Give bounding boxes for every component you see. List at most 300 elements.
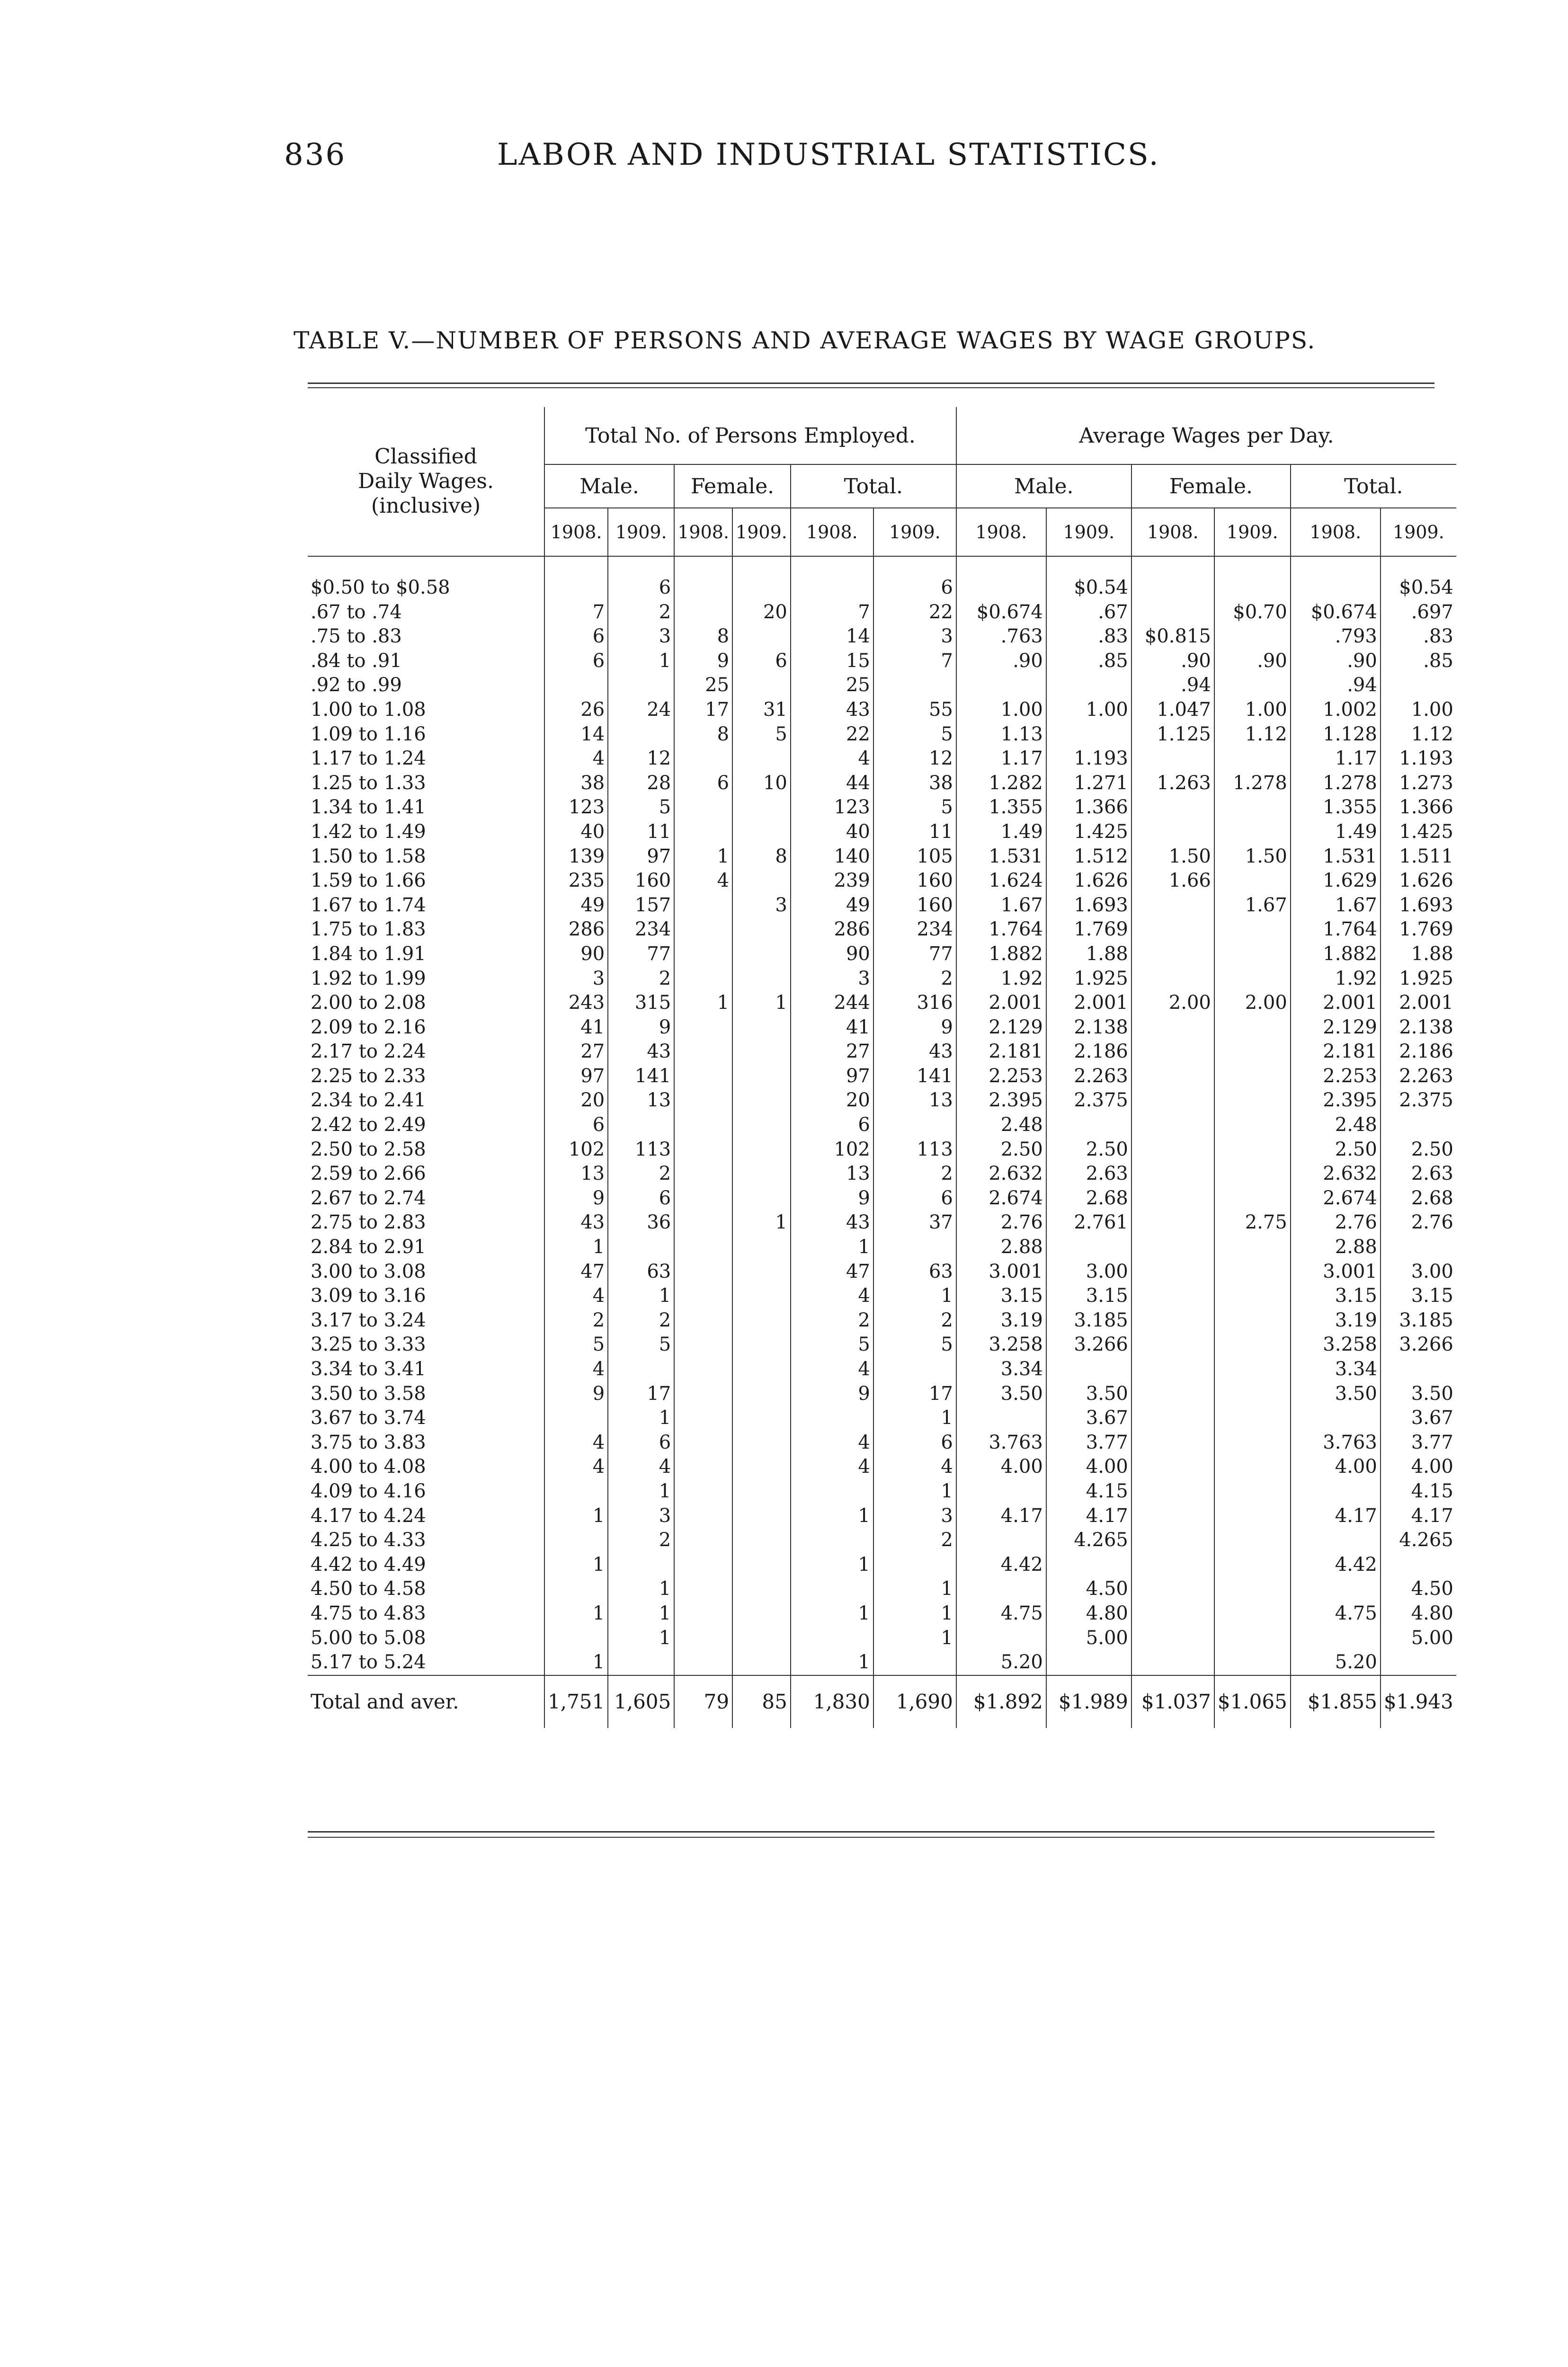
value-cell-am09: 4.50 [1046, 1577, 1131, 1602]
value-cell-af08 [1131, 1455, 1214, 1479]
value-cell-m08: 9 [544, 1186, 608, 1211]
value-cell-at09: 2.138 [1381, 1015, 1456, 1040]
value-cell-t09: 113 [873, 1138, 956, 1162]
value-cell-m09 [608, 1650, 674, 1675]
value-cell-am08: 3.50 [956, 1382, 1046, 1406]
value-cell-t09: 3 [873, 1504, 956, 1529]
value-cell-m08 [544, 576, 608, 600]
value-cell-af08 [1131, 1528, 1214, 1553]
persons-total-header: Total. [791, 464, 956, 508]
value-cell-m09: 2 [608, 1308, 674, 1333]
value-cell-am08: 1.17 [956, 747, 1046, 771]
value-cell-m08: 4 [544, 1357, 608, 1382]
value-cell-af09: 1.67 [1214, 893, 1291, 918]
value-cell-t08: 102 [791, 1138, 873, 1162]
value-cell-am09: 1.366 [1046, 795, 1131, 820]
value-cell-am08: 1.764 [956, 917, 1046, 942]
value-cell-at09: 4.80 [1381, 1602, 1456, 1626]
value-cell-af08 [1131, 1186, 1214, 1211]
value-cell-am09: 1.271 [1046, 771, 1131, 796]
value-cell-m08: 1 [544, 1504, 608, 1529]
wage-range-cell: 1.50 to 1.58 [311, 845, 426, 867]
bottom-double-rule-2 [308, 1837, 1434, 1838]
value-cell-at09: 1.425 [1381, 820, 1456, 845]
value-cell-at08: 1.355 [1291, 795, 1381, 820]
value-cell-f08: 4 [674, 869, 732, 893]
value-cell-at08: .90 [1291, 649, 1381, 674]
year-header: 1908. [1291, 508, 1381, 556]
value-cell-m08: 286 [544, 917, 608, 942]
value-cell-t08: 9 [791, 1382, 873, 1406]
value-cell-f08 [674, 600, 732, 625]
value-cell-t08: 43 [791, 698, 873, 722]
value-cell-af08 [1131, 1284, 1214, 1308]
wages-male-header: Male. [956, 464, 1131, 508]
table-row [308, 673, 1456, 698]
value-cell-f09 [732, 1064, 791, 1089]
value-cell-m08 [544, 1406, 608, 1431]
value-cell-af09 [1214, 1528, 1291, 1553]
value-cell-m09 [608, 673, 674, 698]
value-cell-af08 [1131, 1626, 1214, 1651]
value-cell-m09: 1 [608, 1577, 674, 1602]
value-cell-m08: 49 [544, 893, 608, 918]
value-cell-at08: 1.764 [1291, 917, 1381, 942]
value-cell-af08: .94 [1131, 673, 1214, 698]
value-cell-af08 [1131, 1431, 1214, 1455]
value-cell-t08: 4 [791, 1455, 873, 1479]
value-cell-am09: 2.68 [1046, 1186, 1131, 1211]
wage-range-cell: 2.75 to 2.83 [311, 1211, 426, 1234]
value-cell-f09 [732, 1626, 791, 1651]
value-cell-m08: 90 [544, 942, 608, 967]
value-cell-am08: 2.76 [956, 1210, 1046, 1235]
value-cell-m08: 4 [544, 747, 608, 771]
year-header: 1908. [544, 508, 608, 556]
value-cell-af08 [1131, 1138, 1214, 1162]
table-row [308, 1553, 1456, 1577]
table-row [308, 1333, 1456, 1357]
value-cell-f09 [732, 1455, 791, 1479]
table-row [308, 1382, 1456, 1406]
value-cell-f08: 9 [674, 649, 732, 674]
value-cell-at08 [1291, 1626, 1381, 1651]
value-cell-am08: 2.674 [956, 1186, 1046, 1211]
table-row [308, 747, 1456, 771]
value-cell-at09 [1381, 1553, 1456, 1577]
value-cell-m09: 2 [608, 1162, 674, 1186]
value-cell-t09 [873, 1235, 956, 1260]
value-cell-m08: 2 [544, 1308, 608, 1333]
value-cell-t08: 286 [791, 917, 873, 942]
value-cell-at08: .793 [1291, 624, 1381, 649]
value-cell-at08: 3.001 [1291, 1260, 1381, 1284]
value-cell-am09: 3.00 [1046, 1260, 1131, 1284]
value-cell-t08: 1 [791, 1504, 873, 1529]
value-cell-af08 [1131, 1553, 1214, 1577]
value-cell-f08 [674, 1357, 732, 1382]
value-cell-am09 [1046, 1357, 1131, 1382]
table-row [308, 1577, 1456, 1602]
value-cell-m08: 9 [544, 1382, 608, 1406]
value-cell-at09: 2.186 [1381, 1040, 1456, 1064]
value-cell-t08 [791, 1626, 873, 1651]
table-row [308, 1284, 1456, 1308]
value-cell-at09: 2.001 [1381, 991, 1456, 1015]
value-cell-t09: 38 [873, 771, 956, 796]
value-cell-at09: .83 [1381, 624, 1456, 649]
value-cell-at08: 1.67 [1291, 893, 1381, 918]
value-cell-am08: 2.129 [956, 1015, 1046, 1040]
value-cell-af08 [1131, 1088, 1214, 1113]
value-cell-t09: 2 [873, 1162, 956, 1186]
value-cell-m09: 6 [608, 576, 674, 600]
value-cell-at09: 4.17 [1381, 1504, 1456, 1529]
table-row [308, 1138, 1456, 1162]
value-cell-f08 [674, 576, 732, 600]
value-cell-af09 [1214, 1626, 1291, 1651]
value-cell-af08 [1131, 820, 1214, 845]
value-cell-af09 [1214, 673, 1291, 698]
value-cell-am08: 5.20 [956, 1650, 1046, 1675]
value-cell-t08: 20 [791, 1088, 873, 1113]
value-cell-t09: 43 [873, 1040, 956, 1064]
value-cell-f08 [674, 1382, 732, 1406]
avg-male-1909: $1.989 [1046, 1675, 1131, 1728]
top-double-rule-1 [308, 383, 1434, 384]
value-cell-am09: 1.693 [1046, 893, 1131, 918]
value-cell-af09 [1214, 820, 1291, 845]
value-cell-t09: 9 [873, 1015, 956, 1040]
value-cell-f09 [732, 1406, 791, 1431]
table-row [308, 1626, 1456, 1651]
value-cell-m09: 160 [608, 869, 674, 893]
value-cell-f09 [732, 624, 791, 649]
avg-total-1908: $1.855 [1291, 1675, 1381, 1728]
year-header: 1908. [791, 508, 873, 556]
value-cell-at08 [1291, 1479, 1381, 1504]
value-cell-t09 [873, 1650, 956, 1675]
value-cell-m09: 36 [608, 1210, 674, 1235]
value-cell-af09 [1214, 1553, 1291, 1577]
value-cell-m09: 5 [608, 1333, 674, 1357]
value-cell-t08: 90 [791, 942, 873, 967]
value-cell-m09: 1 [608, 1602, 674, 1626]
wage-range-cell: 4.00 to 4.08 [311, 1456, 426, 1478]
value-cell-f08 [674, 795, 732, 820]
wage-range-cell: 2.25 to 2.33 [311, 1065, 426, 1087]
value-cell-am09 [1046, 673, 1131, 698]
value-cell-am09: 2.50 [1046, 1138, 1131, 1162]
value-cell-t08: 7 [791, 600, 873, 625]
value-cell-f09: 5 [732, 722, 791, 747]
wage-range-cell: .67 to .74 [311, 601, 402, 623]
value-cell-m08 [544, 1577, 608, 1602]
value-cell-f08 [674, 1040, 732, 1064]
value-cell-t09: 1 [873, 1479, 956, 1504]
value-cell-f09 [732, 1088, 791, 1113]
value-cell-af09: 2.00 [1214, 991, 1291, 1015]
wage-range-cell: 2.84 to 2.91 [311, 1236, 426, 1258]
value-cell-at09 [1381, 673, 1456, 698]
table-row [308, 967, 1456, 991]
value-cell-m09: 77 [608, 942, 674, 967]
value-cell-f08 [674, 1138, 732, 1162]
value-cell-f09 [732, 1382, 791, 1406]
value-cell-f09 [732, 820, 791, 845]
value-cell-m08: 4 [544, 1455, 608, 1479]
value-cell-t08: 123 [791, 795, 873, 820]
value-cell-m09: 13 [608, 1088, 674, 1113]
table-row [308, 1479, 1456, 1504]
value-cell-t08: 2 [791, 1308, 873, 1333]
value-cell-am09 [1046, 1113, 1131, 1138]
value-cell-m08: 97 [544, 1064, 608, 1089]
avg-male-1908: $1.892 [956, 1675, 1046, 1728]
value-cell-t09: 22 [873, 600, 956, 625]
table-row [308, 624, 1456, 649]
table-row [308, 1113, 1456, 1138]
table-row [308, 820, 1456, 845]
value-cell-am08: 1.882 [956, 942, 1046, 967]
value-cell-f08 [674, 1210, 732, 1235]
table-row [308, 1504, 1456, 1529]
value-cell-at09: 1.00 [1381, 698, 1456, 722]
value-cell-am08 [956, 576, 1046, 600]
value-cell-m09: 2 [608, 1528, 674, 1553]
value-cell-at09: 1.626 [1381, 869, 1456, 893]
table-row [308, 1357, 1456, 1382]
persons-female-header: Female. [674, 464, 791, 508]
value-cell-am09 [1046, 1235, 1131, 1260]
year-header: 1908. [674, 508, 732, 556]
totals-row [308, 1675, 1456, 1728]
table-title: TABLE V.—NUMBER OF PERSONS AND AVERAGE WAGES BY WAGE GROUPS. [294, 327, 1316, 354]
value-cell-m08: 14 [544, 722, 608, 747]
value-cell-am09: 2.138 [1046, 1015, 1131, 1040]
value-cell-af09 [1214, 869, 1291, 893]
value-cell-af09 [1214, 1479, 1291, 1504]
value-cell-t08: 40 [791, 820, 873, 845]
value-cell-f08: 6 [674, 771, 732, 796]
value-cell-at09: 5.00 [1381, 1626, 1456, 1651]
wage-range-cell: 1.00 to 1.08 [311, 698, 426, 721]
value-cell-t08: 4 [791, 1357, 873, 1382]
value-cell-m08: 102 [544, 1138, 608, 1162]
value-cell-at09: 1.88 [1381, 942, 1456, 967]
value-cell-af09 [1214, 1186, 1291, 1211]
value-cell-at08: $0.674 [1291, 600, 1381, 625]
value-cell-t08: 140 [791, 845, 873, 869]
value-cell-f09: 3 [732, 893, 791, 918]
value-cell-at08: 4.00 [1291, 1455, 1381, 1479]
wage-range-cell: 1.09 to 1.16 [311, 723, 426, 745]
persons-employed-header: Total No. of Persons Employed. [544, 407, 956, 464]
table-row [308, 1602, 1456, 1626]
table-row [308, 771, 1456, 796]
value-cell-m09: 24 [608, 698, 674, 722]
value-cell-af09 [1214, 1015, 1291, 1040]
value-cell-f08 [674, 1431, 732, 1455]
table-row [308, 576, 1456, 600]
wage-range-cell: 2.50 to 2.58 [311, 1138, 426, 1160]
value-cell-m08: 47 [544, 1260, 608, 1284]
value-cell-am08: 2.001 [956, 991, 1046, 1015]
value-cell-af09 [1214, 747, 1291, 771]
value-cell-at09: .85 [1381, 649, 1456, 674]
value-cell-at08: 2.50 [1291, 1138, 1381, 1162]
value-cell-m08: 40 [544, 820, 608, 845]
value-cell-at08: 1.92 [1291, 967, 1381, 991]
value-cell-f09 [732, 917, 791, 942]
value-cell-at09: 4.15 [1381, 1479, 1456, 1504]
wages-female-header: Female. [1131, 464, 1291, 508]
value-cell-af09 [1214, 1455, 1291, 1479]
value-cell-t08: 27 [791, 1040, 873, 1064]
value-cell-f08 [674, 1650, 732, 1675]
value-cell-m09 [608, 1235, 674, 1260]
value-cell-af09 [1214, 1333, 1291, 1357]
header-spacer [308, 556, 1456, 576]
value-cell-at09: 1.511 [1381, 845, 1456, 869]
value-cell-f08 [674, 1577, 732, 1602]
value-cell-af08 [1131, 1357, 1214, 1382]
value-cell-t09: 1 [873, 1577, 956, 1602]
value-cell-m08 [544, 673, 608, 698]
persons-male-header: Male. [544, 464, 674, 508]
wage-range-cell: 3.25 to 3.33 [311, 1334, 426, 1356]
value-cell-m09: 97 [608, 845, 674, 869]
value-cell-m08: 1 [544, 1553, 608, 1577]
value-cell-t09: 1 [873, 1406, 956, 1431]
wage-range-cell: .75 to .83 [311, 625, 402, 648]
value-cell-at09: $0.54 [1381, 576, 1456, 600]
value-cell-am08: 3.763 [956, 1431, 1046, 1455]
value-cell-am09: 4.00 [1046, 1455, 1131, 1479]
value-cell-f08: 1 [674, 991, 732, 1015]
value-cell-f08 [674, 1406, 732, 1431]
value-cell-af09 [1214, 624, 1291, 649]
value-cell-am09: 3.50 [1046, 1382, 1131, 1406]
value-cell-am09 [1046, 722, 1131, 747]
value-cell-af08: 1.66 [1131, 869, 1214, 893]
table-row [308, 1088, 1456, 1113]
value-cell-af08 [1131, 1015, 1214, 1040]
value-cell-at08: 2.76 [1291, 1210, 1381, 1235]
table-row [308, 1528, 1456, 1553]
value-cell-af08 [1131, 1577, 1214, 1602]
value-cell-t08: 239 [791, 869, 873, 893]
table-row [308, 893, 1456, 918]
value-cell-at08: 2.181 [1291, 1040, 1381, 1064]
value-cell-af09 [1214, 1113, 1291, 1138]
value-cell-f09 [732, 1504, 791, 1529]
value-cell-af08: 1.047 [1131, 698, 1214, 722]
value-cell-t09: 63 [873, 1260, 956, 1284]
value-cell-t08 [791, 1479, 873, 1504]
value-cell-am09: 1.00 [1046, 698, 1131, 722]
value-cell-f08 [674, 1504, 732, 1529]
value-cell-f09 [732, 1308, 791, 1333]
value-cell-am08: 3.34 [956, 1357, 1046, 1382]
value-cell-af08 [1131, 917, 1214, 942]
total-male-1909: 1,605 [608, 1675, 674, 1728]
page-number: 836 [284, 137, 347, 172]
value-cell-am09: 1.425 [1046, 820, 1131, 845]
value-cell-at08: 3.15 [1291, 1284, 1381, 1308]
wage-range-cell: 1.59 to 1.66 [311, 870, 426, 892]
wage-range-cell: 4.50 to 4.58 [311, 1578, 426, 1600]
value-cell-af08 [1131, 942, 1214, 967]
value-cell-t09: 3 [873, 624, 956, 649]
value-cell-f08 [674, 967, 732, 991]
value-cell-af09 [1214, 917, 1291, 942]
value-cell-at08: 3.763 [1291, 1431, 1381, 1455]
value-cell-f09 [732, 1577, 791, 1602]
value-cell-at09: 4.00 [1381, 1455, 1456, 1479]
value-cell-m09: 3 [608, 624, 674, 649]
value-cell-af09 [1214, 1284, 1291, 1308]
value-cell-m08 [544, 1626, 608, 1651]
classified-label: Classified [374, 445, 477, 469]
value-cell-t09: 5 [873, 795, 956, 820]
value-cell-t09: 1 [873, 1284, 956, 1308]
value-cell-at08: 2.129 [1291, 1015, 1381, 1040]
table-row [308, 1406, 1456, 1431]
value-cell-f08 [674, 1113, 732, 1138]
value-cell-af09 [1214, 1064, 1291, 1089]
value-cell-t09: 2 [873, 1528, 956, 1553]
value-cell-at08: 1.882 [1291, 942, 1381, 967]
value-cell-at08: 1.49 [1291, 820, 1381, 845]
value-cell-at09: 1.693 [1381, 893, 1456, 918]
value-cell-t09: 6 [873, 1186, 956, 1211]
value-cell-f09 [732, 1113, 791, 1138]
value-cell-am09: 2.263 [1046, 1064, 1131, 1089]
value-cell-am08: 4.42 [956, 1553, 1046, 1577]
value-cell-am09: 2.186 [1046, 1040, 1131, 1064]
value-cell-am09: 4.17 [1046, 1504, 1131, 1529]
value-cell-am08: $0.674 [956, 600, 1046, 625]
value-cell-t09: 1 [873, 1602, 956, 1626]
table-row [308, 698, 1456, 722]
value-cell-am09: 3.185 [1046, 1308, 1131, 1333]
value-cell-t09: 17 [873, 1382, 956, 1406]
value-cell-t09: 6 [873, 576, 956, 600]
value-cell-f08: 1 [674, 845, 732, 869]
value-cell-am08: 2.50 [956, 1138, 1046, 1162]
value-cell-am09: 4.80 [1046, 1602, 1131, 1626]
value-cell-at08: 1.128 [1291, 722, 1381, 747]
value-cell-at08: 1.629 [1291, 869, 1381, 893]
value-cell-t08: 4 [791, 1284, 873, 1308]
value-cell-f08 [674, 820, 732, 845]
value-cell-am08: 2.181 [956, 1040, 1046, 1064]
value-cell-t09: 7 [873, 649, 956, 674]
value-cell-at08: .94 [1291, 673, 1381, 698]
value-cell-af08 [1131, 1333, 1214, 1357]
value-cell-m08 [544, 1528, 608, 1553]
value-cell-m09: 9 [608, 1015, 674, 1040]
value-cell-af09: 2.75 [1214, 1210, 1291, 1235]
table-row [308, 1210, 1456, 1235]
value-cell-af08 [1131, 1064, 1214, 1089]
value-cell-af08: 1.263 [1131, 771, 1214, 796]
value-cell-t09: 141 [873, 1064, 956, 1089]
value-cell-am09: 1.88 [1046, 942, 1131, 967]
wage-range-cell: 5.17 to 5.24 [311, 1651, 426, 1673]
value-cell-af09 [1214, 1504, 1291, 1529]
